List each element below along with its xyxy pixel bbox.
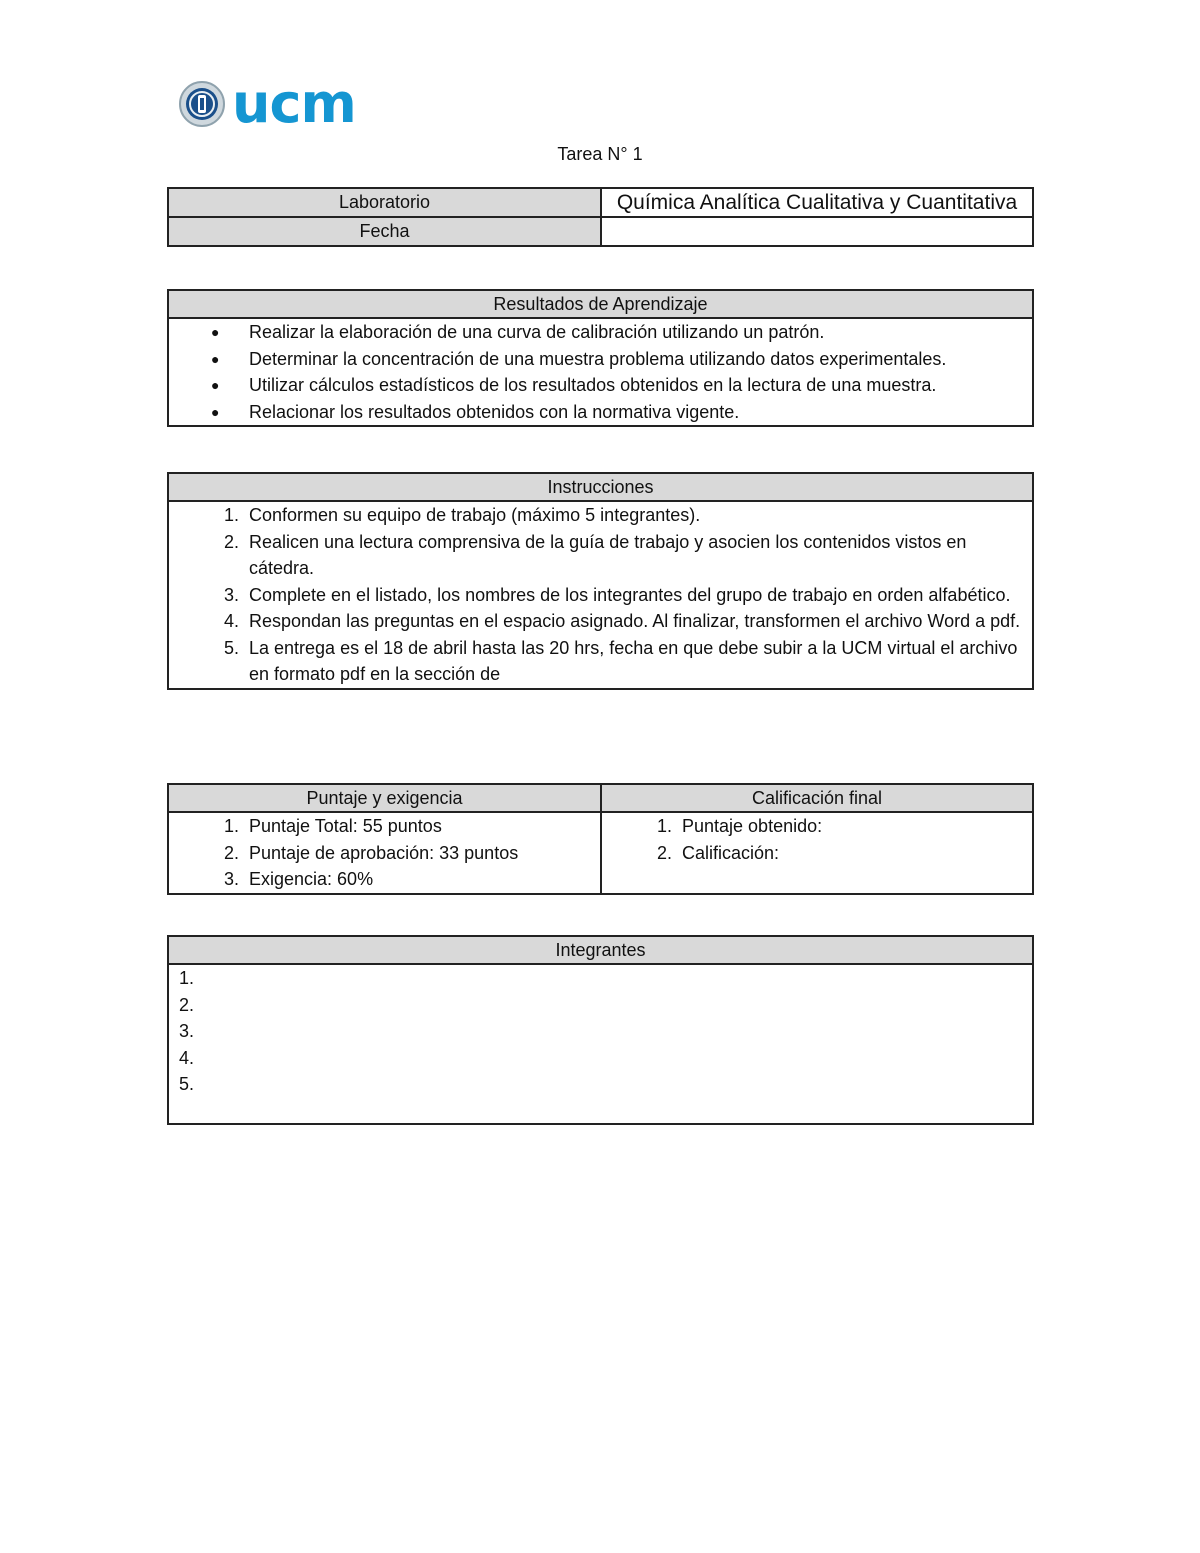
members-header: Integrantes	[168, 936, 1033, 964]
list-item[interactable]: 2. Calificación:	[656, 842, 780, 863]
member-row[interactable]: 2.	[179, 994, 195, 1015]
list-item: ● Determinar la concentración de una muestra problema utilizando datos experimentales.	[169, 346, 1032, 373]
instructions-list	[169, 502, 1032, 688]
list-item: 1. Puntaje Total: 55 puntos	[223, 816, 442, 836]
member-row[interactable]: 3.	[179, 1021, 195, 1041]
score-list	[169, 813, 600, 893]
page-title: Tarea N° 1	[557, 144, 643, 164]
list-item: ● Utilizar cálculos estadísticos de los resultados obtenidos en la lectura de una muestra.	[169, 372, 1032, 399]
lab-value: Química Analítica Cualitativa y Cuantitativa	[601, 188, 1033, 217]
learning-outcomes-list	[169, 319, 1032, 425]
list-item: 3. Exigencia: 60%	[223, 869, 374, 889]
list-item: 2. Realicen una lectura comprensiva de la guía de trabajo y asocien los contenidos vistos en cátedra.	[223, 531, 967, 578]
score-table	[167, 783, 1034, 895]
instructions-table	[167, 472, 1034, 690]
lab-label: Laboratorio	[168, 188, 601, 217]
learning-outcomes-header: Resultados de Aprendizaje	[168, 290, 1033, 318]
member-row[interactable]: 5.	[179, 1074, 195, 1094]
members-list	[169, 965, 1032, 1098]
list-item[interactable]: 1. Puntaje obtenido:	[656, 816, 823, 836]
score-header: Puntaje y exigencia	[168, 784, 601, 812]
bullet-icon: ●	[211, 377, 220, 393]
ucm-logo	[178, 72, 356, 135]
list-item: 3. Complete en el listado, los nombres de los integrantes del grupo de trabajo en orden alfabético.	[223, 584, 1011, 605]
logo-text: ucm	[232, 72, 356, 135]
university-seal-icon	[178, 80, 226, 128]
bullet-icon: ●	[211, 350, 220, 367]
final-grade-list	[602, 813, 1032, 866]
list-item: ● Realizar la elaboración de una curva de calibración utilizando un patrón.	[169, 319, 1032, 346]
list-item: 5. La entrega es el 18 de abril hasta las 20 hrs, fecha en que debe subir a la UCM virtual el archivo en formato pdf en la sección de	[223, 637, 1018, 684]
list-item: ● Relacionar los resultados obtenidos con la normativa vigente.	[169, 399, 1032, 426]
bullet-icon: ●	[211, 403, 220, 420]
final-grade-header: Calificación final	[601, 784, 1033, 812]
instructions-header: Instrucciones	[168, 473, 1033, 501]
member-row[interactable]: 4.	[179, 1047, 195, 1068]
list-item: 4. Respondan las preguntas en el espacio asignado. Al finalizar, transformen el archivo Word a pdf.	[223, 611, 1021, 631]
list-item: 1. Conformen su equipo de trabajo (máximo 5 integrantes).	[223, 505, 701, 525]
bullet-icon: ●	[211, 324, 220, 340]
date-label: Fecha	[168, 217, 601, 246]
learning-outcomes-table	[167, 289, 1034, 427]
list-item: 2. Puntaje de aprobación: 33 puntos	[223, 842, 519, 863]
members-table	[167, 935, 1034, 1125]
date-value[interactable]	[601, 217, 1033, 246]
info-table	[167, 187, 1034, 247]
member-row[interactable]: 1.	[179, 968, 195, 988]
